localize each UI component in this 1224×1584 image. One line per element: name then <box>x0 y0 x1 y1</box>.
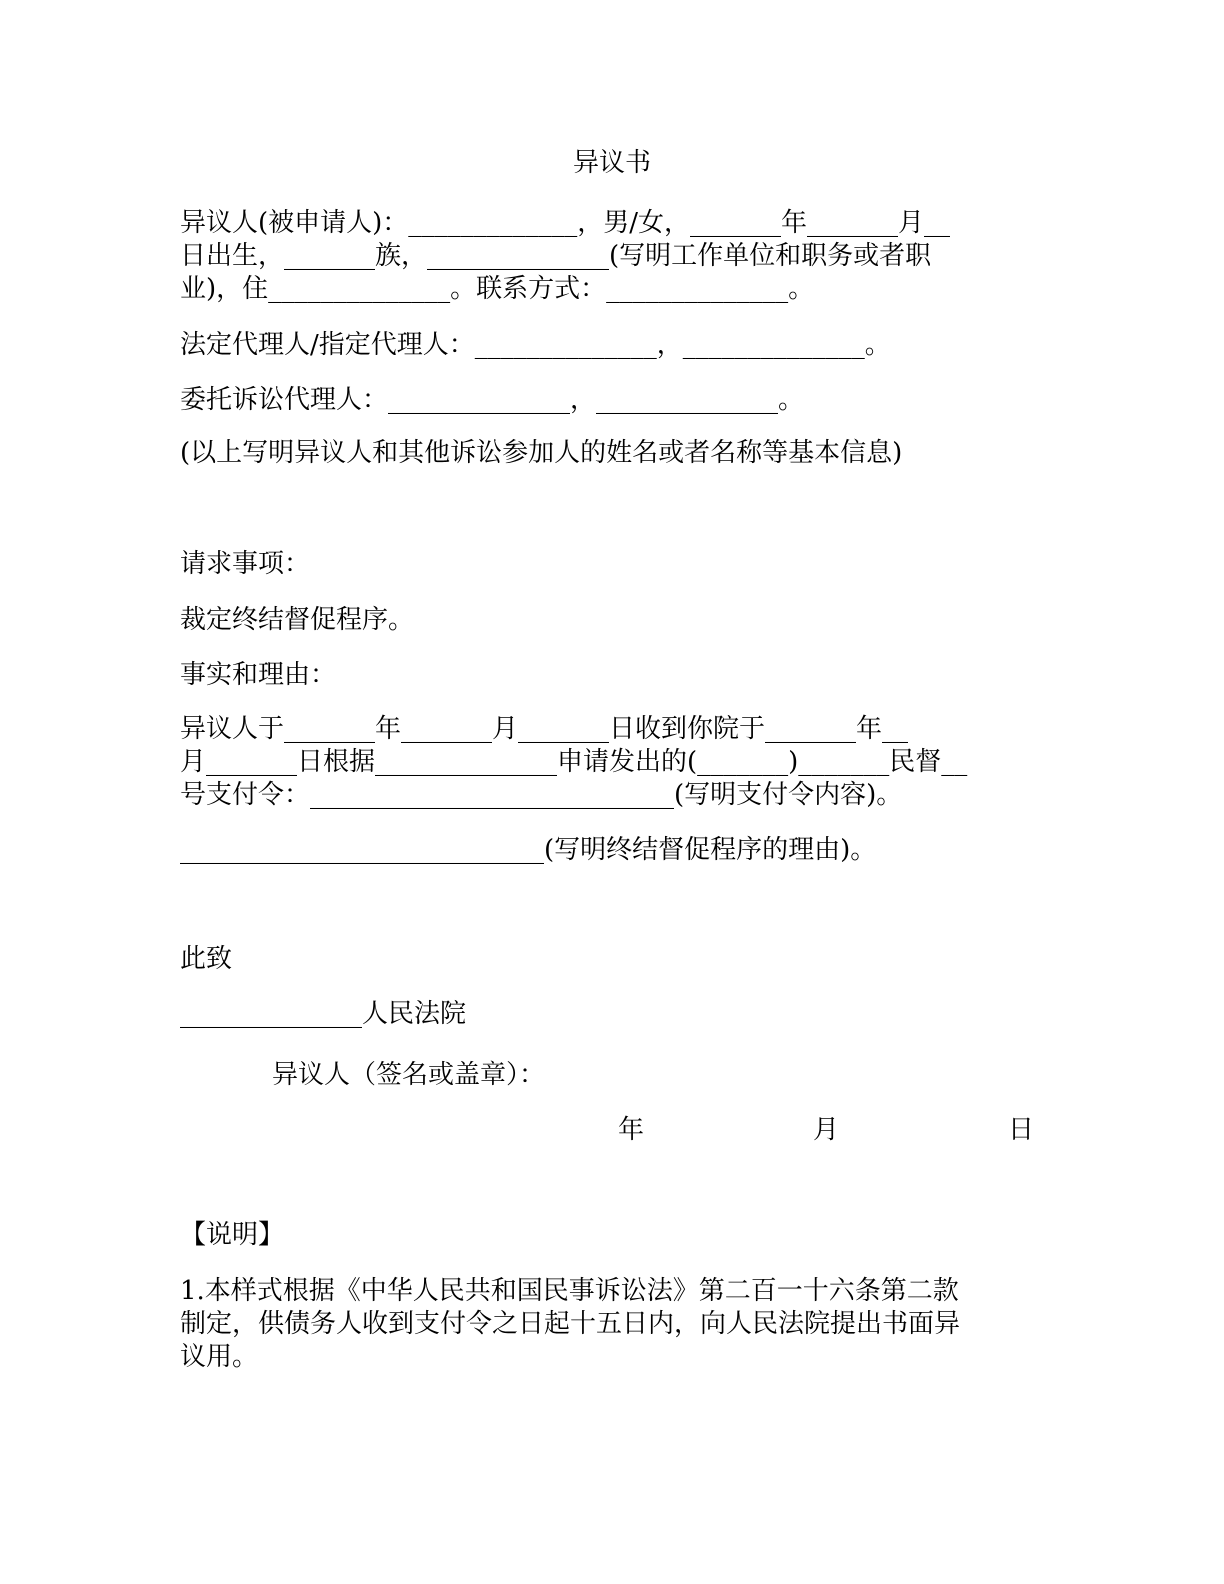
notes-body <box>180 1275 1030 1374</box>
notes-line-1: 1.本样式根据《中华人民共和国民事诉讼法》第二百一十六条第二款 <box>180 1276 959 1306</box>
date-month: 月 <box>813 1115 840 1145</box>
legal-agent-line: 法定代理人/指定代理人：______________，______________。 <box>180 330 891 360</box>
notes-line-3: 议用。 <box>180 1342 259 1372</box>
notes-line-2: 制定，供债务人收到支付令之日起十五日内，向人民法院提出书面异 <box>180 1309 961 1339</box>
party-info-line-3: 业)，住______________。联系方式：______________。 <box>180 274 815 304</box>
facts-heading: 事实和理由： <box>180 660 337 690</box>
claims-body: 裁定终结督促程序。 <box>180 605 415 635</box>
notes-heading: 【说明】 <box>180 1220 285 1250</box>
date-year: 年 <box>618 1115 645 1145</box>
salutation: 此致 <box>180 944 233 974</box>
facts-line-3: 号支付令：____________________________(写明支付令内容)。 <box>180 780 903 810</box>
date-day: 日 <box>1008 1115 1035 1145</box>
party-info-line-1: 异议人(被申请人)：_____________，男/女，_______年_______月__ <box>180 208 951 238</box>
party-info <box>180 207 1030 306</box>
document-title: 异议书 <box>572 148 651 178</box>
reasons-line: ____________________________(写明终结督促程序的理由)。 <box>180 835 877 865</box>
claims-heading: 请求事项： <box>180 549 311 579</box>
facts-line-1: 异议人于_______年_______月_______日收到你院于_______年__ <box>180 714 909 744</box>
court-line: ______________人民法院 <box>180 999 467 1029</box>
litigation-agent-line: 委托诉讼代理人：______________，______________。 <box>180 385 805 415</box>
party-note: (以上写明异议人和其他诉讼参加人的姓名或者名称等基本信息) <box>180 438 903 468</box>
facts-body <box>180 713 1030 812</box>
party-info-line-2: 日出生，_______族，______________(写明工作单位和职务或者职 <box>180 241 932 271</box>
facts-line-2: 月_______日根据______________申请发出的(_______)_______民督__ <box>180 747 968 777</box>
signature-label: 异议人（签名或盖章）： <box>272 1060 546 1090</box>
